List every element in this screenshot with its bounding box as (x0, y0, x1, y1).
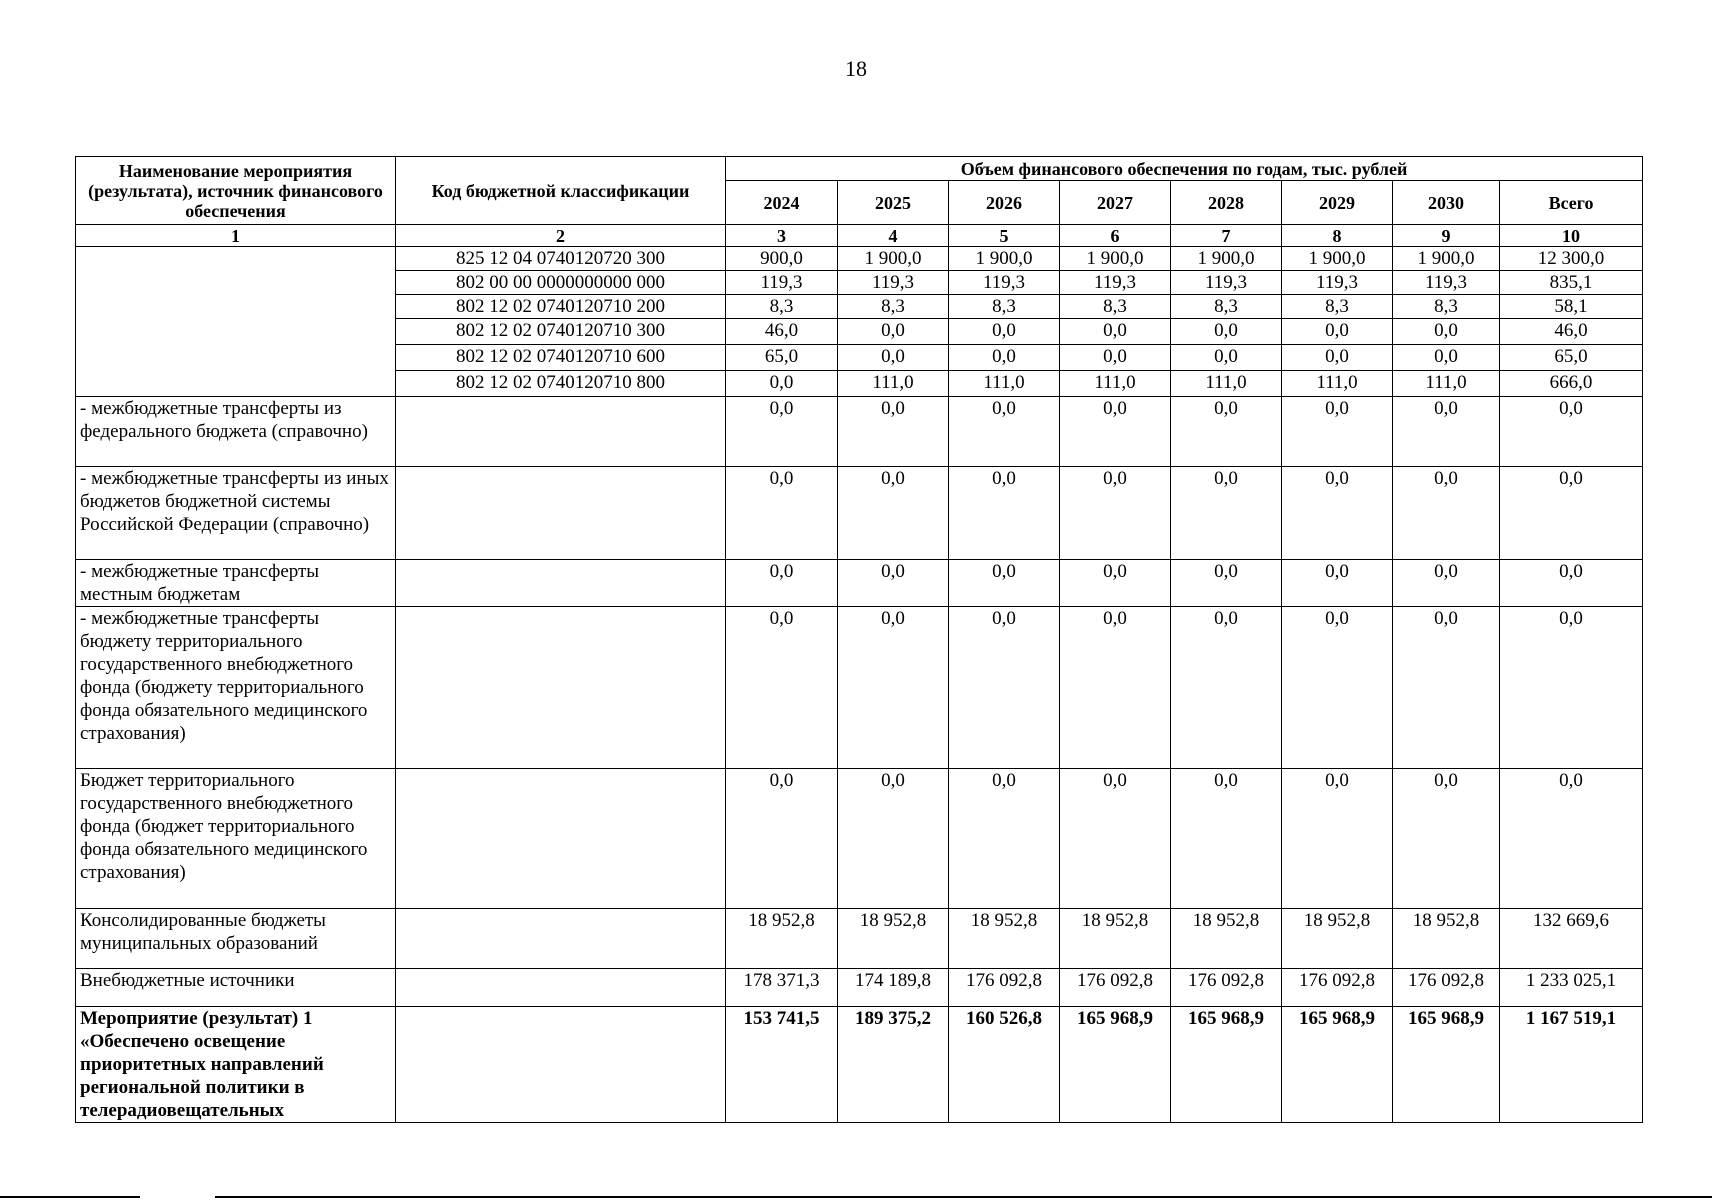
table-row (76, 247, 1643, 271)
value-cell: 165 968,9 (1171, 1007, 1282, 1123)
header-volume: Объем финансового обеспечения по годам, тыс. рублей (726, 157, 1643, 181)
value-cell: 0,0 (838, 345, 949, 371)
total-cell: 666,0 (1500, 371, 1643, 397)
column-number: 5 (949, 225, 1060, 247)
empty-code-cell (396, 909, 726, 969)
budget-code: 802 00 00 0000000000 000 (396, 271, 726, 295)
value-cell: 1 900,0 (838, 247, 949, 271)
value-cell: 0,0 (1282, 560, 1393, 607)
value-cell: 0,0 (1060, 560, 1171, 607)
header-year: 2026 (949, 181, 1060, 225)
value-cell: 0,0 (1171, 397, 1282, 467)
total-cell: 46,0 (1500, 319, 1643, 345)
value-cell: 0,0 (838, 319, 949, 345)
value-cell: 0,0 (726, 467, 838, 560)
source-name: - межбюджетные трансферты из федерального бюджета (справочно) (76, 397, 396, 467)
value-cell: 1 900,0 (1171, 247, 1282, 271)
value-cell: 65,0 (726, 345, 838, 371)
value-cell: 0,0 (949, 467, 1060, 560)
value-cell: 8,3 (1171, 295, 1282, 319)
value-cell: 0,0 (726, 371, 838, 397)
value-cell: 0,0 (1171, 560, 1282, 607)
value-cell: 0,0 (949, 560, 1060, 607)
empty-code-cell (396, 467, 726, 560)
header-year: 2029 (1282, 181, 1393, 225)
value-cell: 0,0 (1393, 319, 1500, 345)
value-cell: 18 952,8 (1171, 909, 1282, 969)
column-number: 2 (396, 225, 726, 247)
empty-code-cell (396, 560, 726, 607)
value-cell: 153 741,5 (726, 1007, 838, 1123)
budget-code: 825 12 04 0740120720 300 (396, 247, 726, 271)
header-year: 2028 (1171, 181, 1282, 225)
value-cell: 0,0 (1282, 769, 1393, 909)
table-row (76, 769, 1643, 909)
budget-code: 802 12 02 0740120710 200 (396, 295, 726, 319)
column-number: 7 (1171, 225, 1282, 247)
value-cell: 0,0 (1282, 607, 1393, 769)
value-cell: 1 900,0 (1282, 247, 1393, 271)
empty-name-cell (76, 247, 396, 397)
empty-code-cell (396, 769, 726, 909)
table-row (76, 969, 1643, 1007)
total-cell: 1 167 519,1 (1500, 1007, 1643, 1123)
value-cell: 189 375,2 (838, 1007, 949, 1123)
budget-code: 802 12 02 0740120710 800 (396, 371, 726, 397)
value-cell: 18 952,8 (949, 909, 1060, 969)
value-cell: 111,0 (1060, 371, 1171, 397)
value-cell: 0,0 (1171, 345, 1282, 371)
value-cell: 0,0 (1060, 769, 1171, 909)
total-cell: 65,0 (1500, 345, 1643, 371)
source-name: - межбюджетные трансферты местным бюджетам (76, 560, 396, 607)
value-cell: 0,0 (726, 607, 838, 769)
footer-rule (0, 1196, 140, 1198)
header-year: 2027 (1060, 181, 1171, 225)
table-body (76, 247, 1643, 1123)
total-cell: 0,0 (1500, 560, 1643, 607)
value-cell: 119,3 (726, 271, 838, 295)
value-cell: 0,0 (838, 397, 949, 467)
column-number: 6 (1060, 225, 1171, 247)
total-cell: 0,0 (1500, 769, 1643, 909)
value-cell: 18 952,8 (838, 909, 949, 969)
budget-code: 802 12 02 0740120710 300 (396, 319, 726, 345)
header-name: Наименование мероприятия (результата), источник финансового обеспечения (76, 157, 396, 225)
value-cell: 176 092,8 (949, 969, 1060, 1007)
source-name: - межбюджетные трансферты из иных бюджетов бюджетной системы Российской Федерации (справочно) (76, 467, 396, 560)
value-cell: 0,0 (949, 345, 1060, 371)
financing-table (75, 156, 1643, 1123)
value-cell: 0,0 (838, 467, 949, 560)
value-cell: 0,0 (838, 560, 949, 607)
value-cell: 0,0 (1282, 319, 1393, 345)
total-cell: 12 300,0 (1500, 247, 1643, 271)
value-cell: 0,0 (1171, 319, 1282, 345)
value-cell: 111,0 (1393, 371, 1500, 397)
value-cell: 111,0 (1171, 371, 1282, 397)
value-cell: 18 952,8 (726, 909, 838, 969)
value-cell: 0,0 (1393, 560, 1500, 607)
value-cell: 0,0 (1060, 607, 1171, 769)
value-cell: 0,0 (1171, 769, 1282, 909)
value-cell: 0,0 (1060, 319, 1171, 345)
value-cell: 0,0 (1171, 467, 1282, 560)
value-cell: 8,3 (838, 295, 949, 319)
value-cell: 119,3 (838, 271, 949, 295)
value-cell: 119,3 (1171, 271, 1282, 295)
footer-rule (215, 1196, 1712, 1198)
value-cell: 0,0 (1060, 397, 1171, 467)
value-cell: 0,0 (1282, 467, 1393, 560)
value-cell: 0,0 (1393, 607, 1500, 769)
column-number: 10 (1500, 225, 1643, 247)
value-cell: 111,0 (949, 371, 1060, 397)
column-number: 3 (726, 225, 838, 247)
value-cell: 8,3 (949, 295, 1060, 319)
source-name: Внебюджетные источники (76, 969, 396, 1007)
total-cell: 0,0 (1500, 467, 1643, 560)
value-cell: 18 952,8 (1282, 909, 1393, 969)
value-cell: 174 189,8 (838, 969, 949, 1007)
total-cell: 58,1 (1500, 295, 1643, 319)
value-cell: 119,3 (1282, 271, 1393, 295)
column-number: 1 (76, 225, 396, 247)
value-cell: 0,0 (838, 607, 949, 769)
value-cell: 0,0 (726, 397, 838, 467)
budget-code: 802 12 02 0740120710 600 (396, 345, 726, 371)
value-cell: 0,0 (949, 769, 1060, 909)
value-cell: 0,0 (1060, 345, 1171, 371)
value-cell: 119,3 (949, 271, 1060, 295)
empty-code-cell (396, 969, 726, 1007)
value-cell: 165 968,9 (1282, 1007, 1393, 1123)
value-cell: 46,0 (726, 319, 838, 345)
value-cell: 1 900,0 (1060, 247, 1171, 271)
empty-code-cell (396, 1007, 726, 1123)
table-row (76, 607, 1643, 769)
table-row (76, 397, 1643, 467)
page-number: 18 (845, 56, 867, 81)
header-year: 2030 (1393, 181, 1500, 225)
value-cell: 0,0 (949, 607, 1060, 769)
header-total: Всего (1500, 181, 1643, 225)
value-cell: 111,0 (838, 371, 949, 397)
header-year: 2025 (838, 181, 949, 225)
empty-code-cell (396, 397, 726, 467)
table-row (76, 909, 1643, 969)
value-cell: 176 092,8 (1282, 969, 1393, 1007)
total-cell: 132 669,6 (1500, 909, 1643, 969)
source-name: Консолидированные бюджеты муниципальных образований (76, 909, 396, 969)
column-number: 8 (1282, 225, 1393, 247)
value-cell: 0,0 (1393, 345, 1500, 371)
source-name: Бюджет территориального государственного внебюджетного фонда (бюджет территориального фонда обязательного медицинского страхования) (76, 769, 396, 909)
table-row (76, 560, 1643, 607)
value-cell: 1 900,0 (1393, 247, 1500, 271)
value-cell: 176 092,8 (1171, 969, 1282, 1007)
value-cell: 176 092,8 (1393, 969, 1500, 1007)
value-cell: 0,0 (949, 319, 1060, 345)
source-name: - межбюджетные трансферты бюджету территориального государственного внебюджетного фонда (бюджету территориального фонда обязательного медицинского страхования) (76, 607, 396, 769)
value-cell: 0,0 (1393, 769, 1500, 909)
value-cell: 165 968,9 (1393, 1007, 1500, 1123)
value-cell: 0,0 (1171, 607, 1282, 769)
total-cell: 0,0 (1500, 397, 1643, 467)
value-cell: 119,3 (1060, 271, 1171, 295)
header-year: 2024 (726, 181, 838, 225)
value-cell: 119,3 (1393, 271, 1500, 295)
value-cell: 165 968,9 (1060, 1007, 1171, 1123)
value-cell: 0,0 (1282, 345, 1393, 371)
value-cell: 8,3 (1282, 295, 1393, 319)
total-cell: 0,0 (1500, 607, 1643, 769)
value-cell: 0,0 (726, 560, 838, 607)
empty-code-cell (396, 607, 726, 769)
header-code: Код бюджетной классификации (396, 157, 726, 225)
value-cell: 0,0 (949, 397, 1060, 467)
value-cell: 8,3 (1393, 295, 1500, 319)
total-cell: 1 233 025,1 (1500, 969, 1643, 1007)
value-cell: 176 092,8 (1060, 969, 1171, 1007)
value-cell: 0,0 (1393, 467, 1500, 560)
event-name: Мероприятие (результат) 1 «Обеспечено освещение приоритетных направлений региональной политики в телерадиовещательных (76, 1007, 396, 1123)
total-cell: 835,1 (1500, 271, 1643, 295)
value-cell: 900,0 (726, 247, 838, 271)
value-cell: 0,0 (1282, 397, 1393, 467)
value-cell: 0,0 (726, 769, 838, 909)
value-cell: 0,0 (1393, 397, 1500, 467)
value-cell: 0,0 (838, 769, 949, 909)
value-cell: 18 952,8 (1393, 909, 1500, 969)
value-cell: 111,0 (1282, 371, 1393, 397)
column-number: 4 (838, 225, 949, 247)
value-cell: 1 900,0 (949, 247, 1060, 271)
table-row (76, 467, 1643, 560)
table-row (76, 1007, 1643, 1123)
value-cell: 8,3 (726, 295, 838, 319)
value-cell: 18 952,8 (1060, 909, 1171, 969)
column-number: 9 (1393, 225, 1500, 247)
value-cell: 160 526,8 (949, 1007, 1060, 1123)
value-cell: 0,0 (1060, 467, 1171, 560)
value-cell: 178 371,3 (726, 969, 838, 1007)
value-cell: 8,3 (1060, 295, 1171, 319)
